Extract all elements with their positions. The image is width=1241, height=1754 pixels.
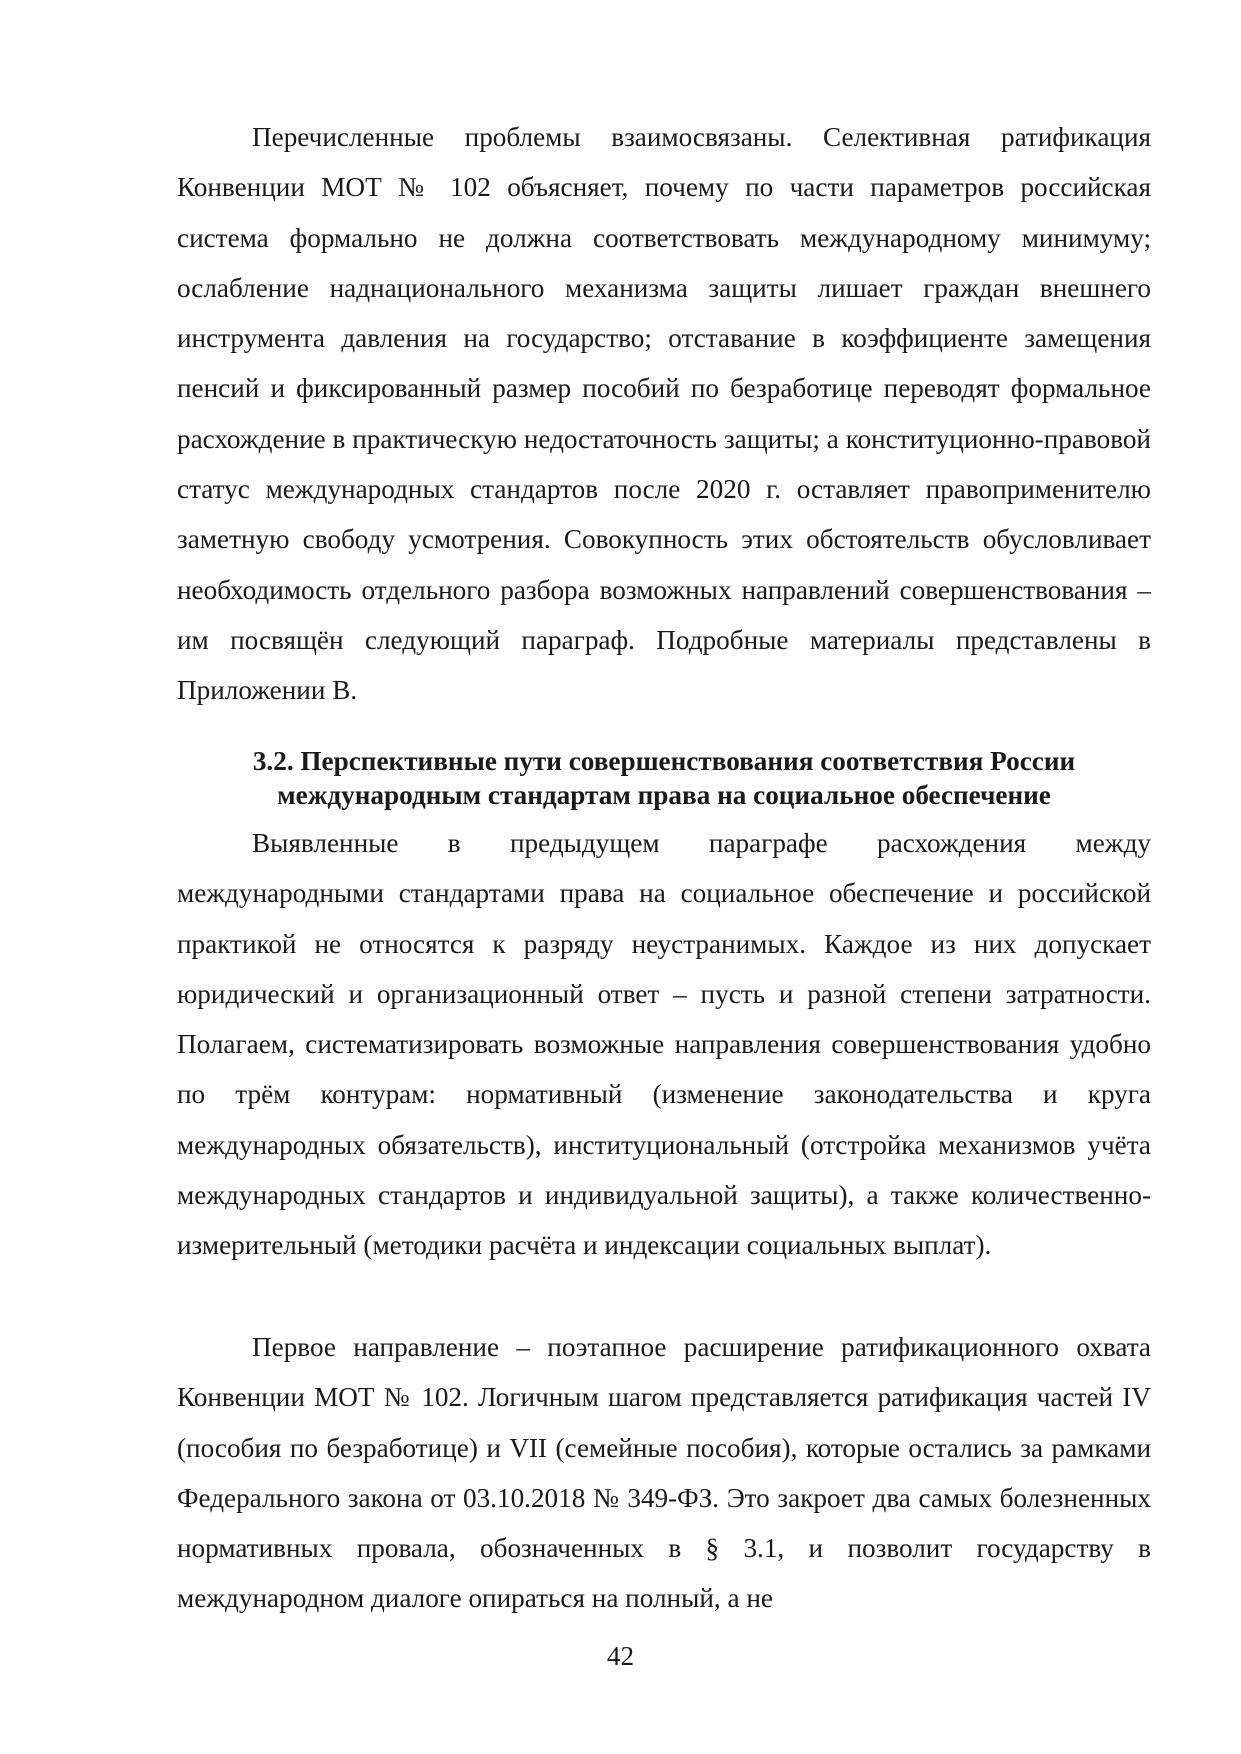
paragraph-first-direction: Первое направление – поэтапное расширение ратификационного охвата Конвенции МОТ № 102. Логичным шагом представляется ратификация частей IV (пособия по безработице) и VII (семейные пособия), которые остались за рамками Федерального закона от 03.10.2018 № 349-ФЗ. Это закроет два самых болезненных нормативных провала, обозначенных в § 3.1, и позволит государству в международном диалоге опираться на полный, а не bbox=[177, 1332, 1151, 1614]
paragraph-conclusion: Перечисленные проблемы взаимосвязаны. Селективная ратификация Конвенции МОТ № 102 объясняет, почему по части параметров российская система формально не должна соответствовать международному минимуму; ослабление наднационального механизма защиты лишает граждан внешнего инструмента давления на государство; отставание в коэффициенте замещения пенсий и фиксированный размер пособий по безработице переводят формальное расхождение в практическую недостаточность защиты; а конституционно-правовой статус международных стандартов после 2020 г. оставляет правоприменителю заметную свободу усмотрения. Совокупность этих обстоятельств обусловливает необходимость отдельного разбора возможных направлений совершенствования – им посвящён следующий параграф. Подробные материалы представлены в Приложении В. bbox=[177, 122, 1151, 706]
heading-line-1: 3.2. Перспективные пути совершенствования соответствия России bbox=[252, 746, 1076, 776]
page-number: 42 bbox=[606, 1641, 635, 1671]
section-heading bbox=[177, 744, 1151, 812]
heading-line-2: международным стандартам права на социальное обеспечение bbox=[277, 780, 1051, 810]
paragraph-intro: Выявленные в предыдущем параграфе расхождения между международными стандартами права на социальное обеспечение и российской практикой не относятся к разряду неустранимых. Каждое из них допускает юридический и организационный ответ – пусть и разной степени затратности. Полагаем, систематизировать возможные направления совершенствования удобно по трём контурам: нормативный (изменение законодательства и круга международных обязательств), институциональный (отстройка механизмов учёта международных стандартов и индивидуальной защиты), а также количественно-измерительный (методики расчёта и индексации социальных выплат). bbox=[177, 828, 1151, 1261]
